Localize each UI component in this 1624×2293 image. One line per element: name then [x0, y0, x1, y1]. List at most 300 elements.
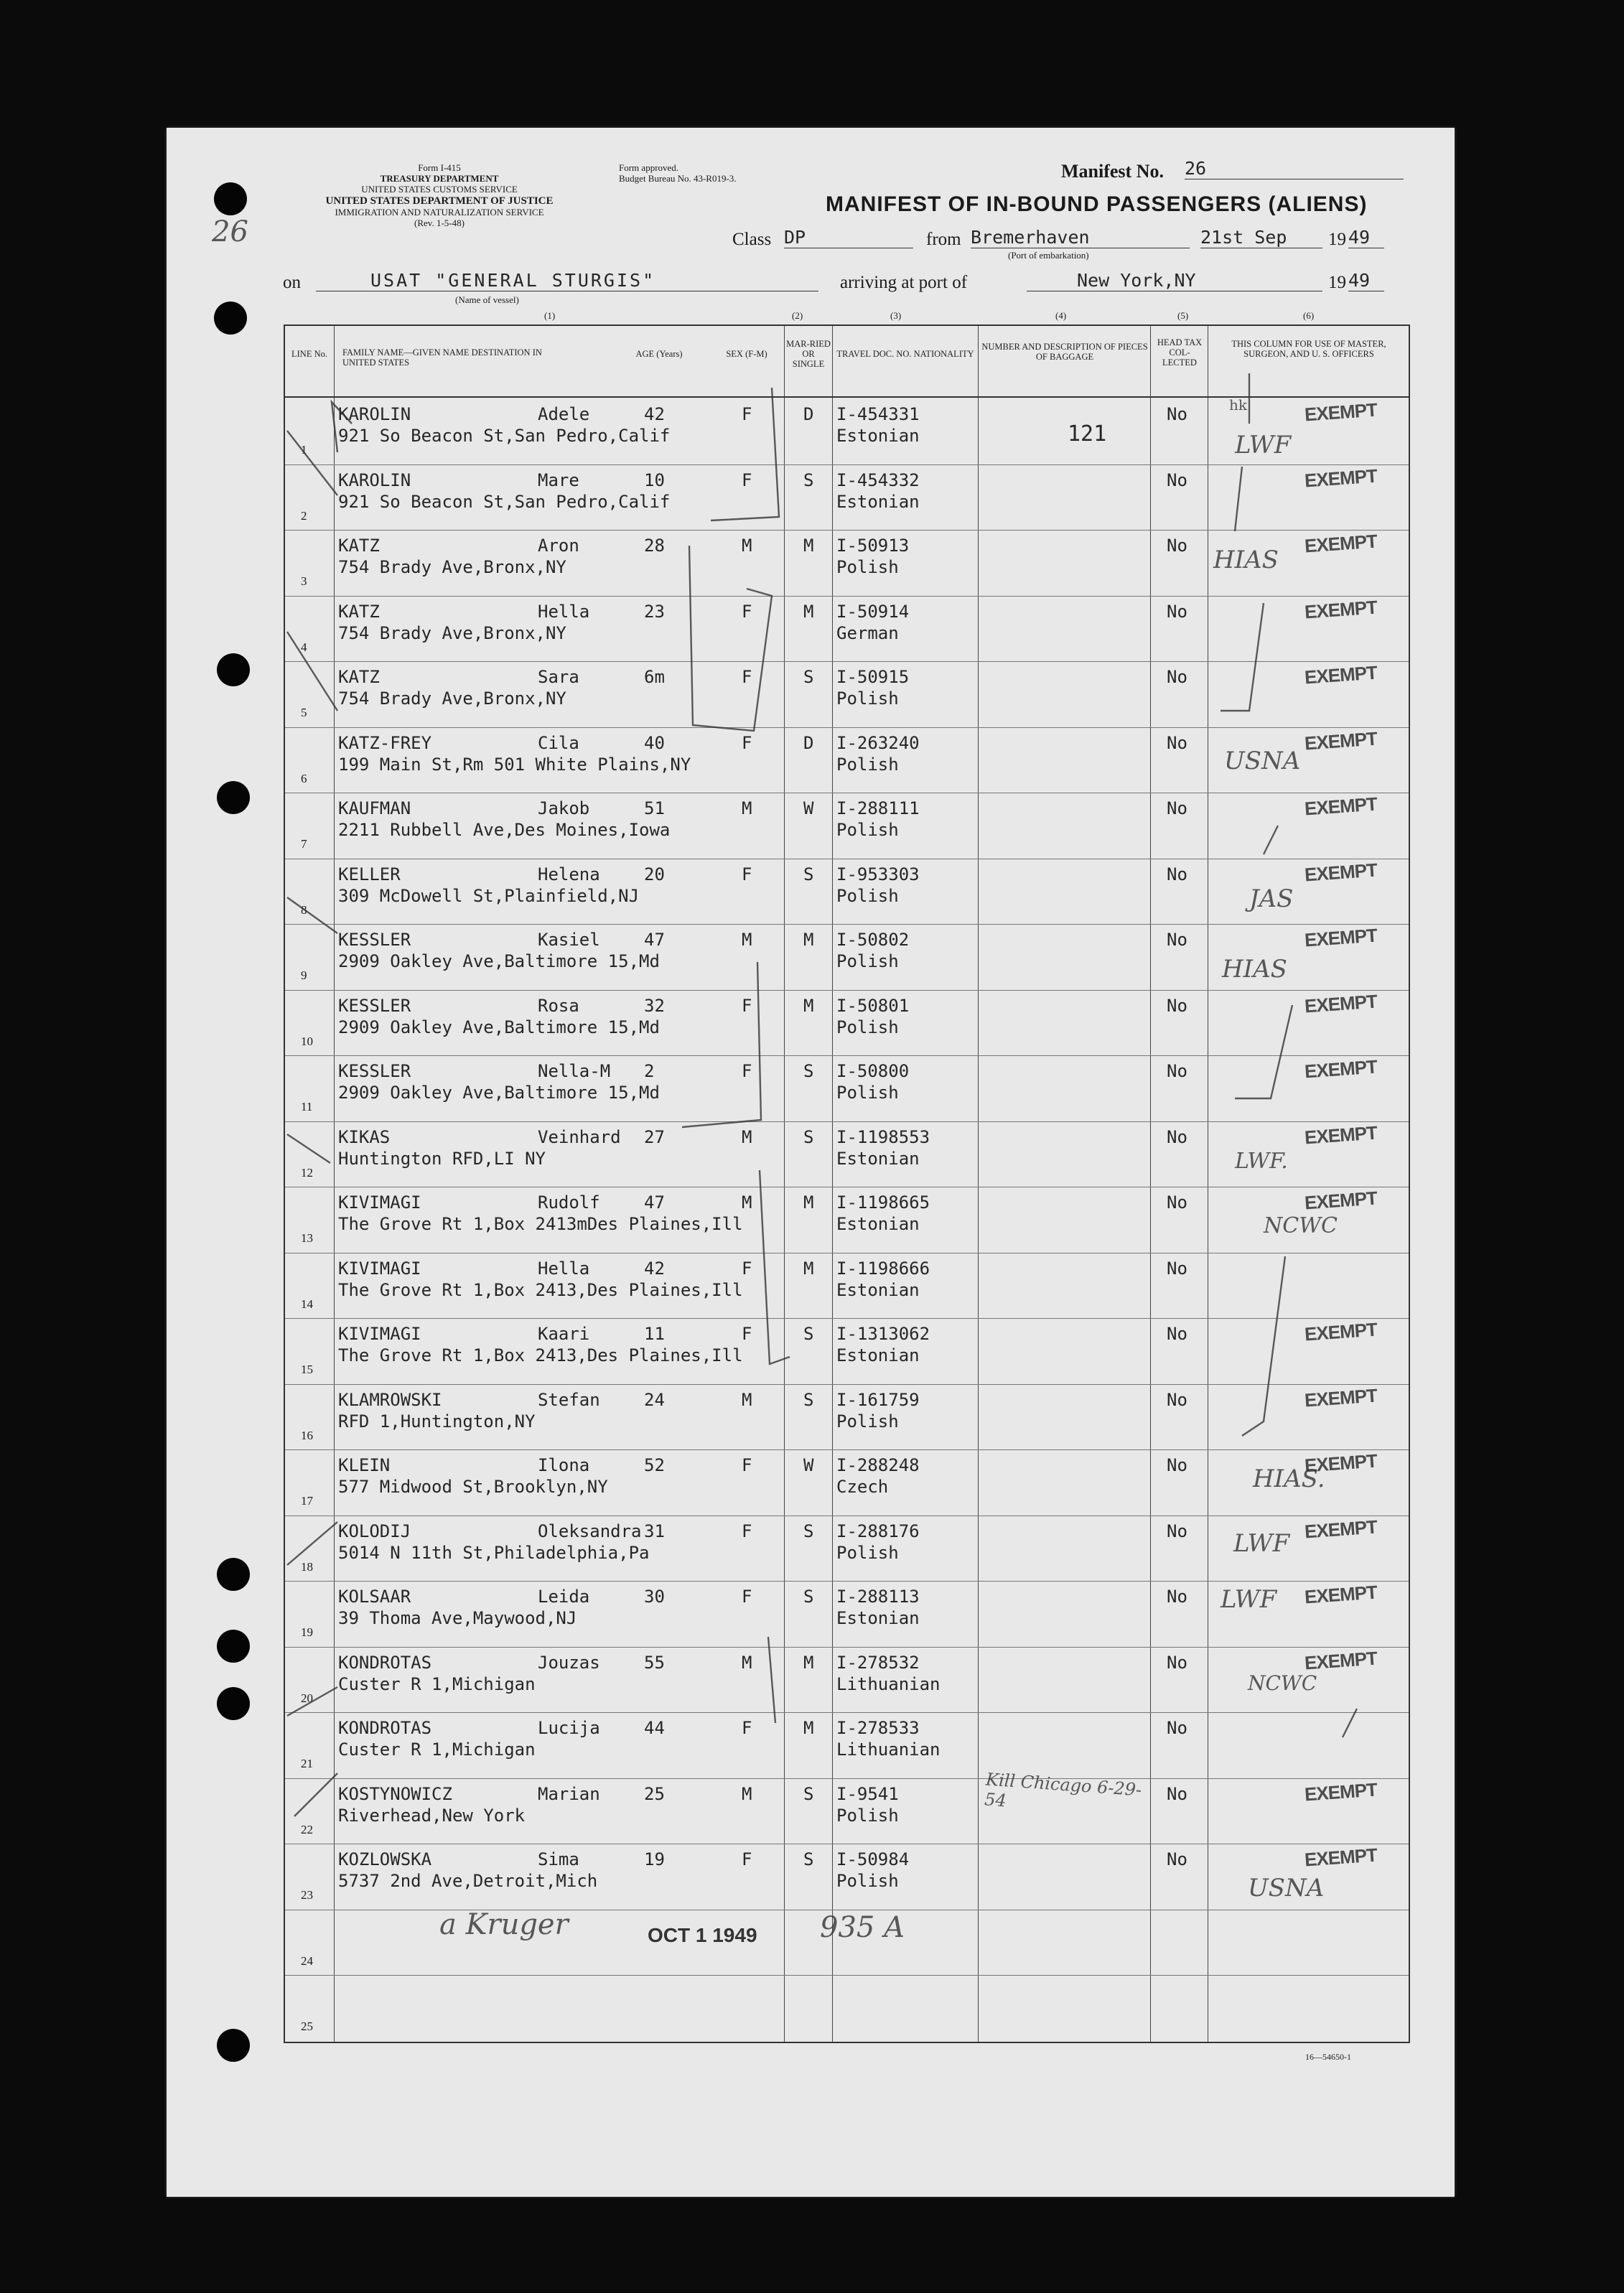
travel-doc-no: I-50914 — [836, 601, 910, 622]
marital-status: S — [803, 1849, 814, 1869]
travel-doc-no: I-288113 — [836, 1587, 920, 1607]
family-name: KIVIMAGI — [338, 1192, 421, 1213]
family-name: KONDROTAS — [338, 1718, 432, 1738]
family-name: KELLER — [338, 864, 401, 884]
family-name: KOLSAAR — [338, 1587, 411, 1607]
age: 47 — [644, 930, 665, 950]
travel-doc-no: I-50915 — [836, 667, 910, 687]
nationality: Lithuanian — [836, 1673, 941, 1694]
destination: Riverhead,New York — [338, 1805, 526, 1826]
header-name: FAMILY NAME—GIVEN NAME DESTINATION IN UNITED STATES — [342, 347, 542, 368]
line-number: 21 — [301, 1757, 313, 1770]
vessel-name: USAT "GENERAL STURGIS" — [316, 270, 818, 291]
marital-status: S — [803, 1324, 814, 1344]
col-number: (2) — [792, 310, 803, 321]
header-officers: THIS COLUMN FOR USE OF MASTER, SURGEON, AND U. S. OFFICERS — [1231, 339, 1386, 359]
age: 24 — [644, 1389, 665, 1410]
head-tax: No — [1167, 1192, 1187, 1213]
given-name: Hella — [538, 1258, 590, 1279]
family-name: KAROLIN — [338, 404, 411, 424]
destination: 309 McDowell St,Plainfield,NJ — [338, 885, 640, 906]
head-tax: No — [1167, 1389, 1187, 1410]
from-label: from — [926, 230, 961, 249]
col-number: (5) — [1177, 310, 1189, 321]
age: 2 — [644, 1061, 655, 1081]
age: 47 — [644, 1192, 665, 1213]
exempt-stamp: EXEMPT — [1304, 661, 1378, 688]
agency-note: LWF — [1221, 1585, 1277, 1614]
head-tax: No — [1167, 1849, 1187, 1869]
exempt-stamp: EXEMPT — [1304, 1187, 1378, 1214]
sex: M — [742, 930, 752, 950]
nationality: Estonian — [836, 491, 920, 512]
embark-date: 21st Sep — [1200, 227, 1322, 248]
year-suffix-2: 49 — [1348, 270, 1384, 291]
destination: Custer R 1,Michigan — [338, 1673, 536, 1694]
nationality: Estonian — [836, 1345, 920, 1365]
marital-status: S — [803, 1521, 814, 1541]
agency-note: LWF — [1233, 1529, 1290, 1558]
marital-status: M — [803, 1652, 814, 1673]
budget-label: Budget Bureau No. 43-R019-3. — [619, 173, 737, 184]
agency-note: HIAS. — [1253, 1465, 1325, 1493]
family-name: KOSTYNOWICZ — [338, 1783, 452, 1804]
form-number: Form I-415 — [418, 162, 461, 173]
exempt-stamp: EXEMPT — [1304, 1844, 1378, 1871]
given-name: Nella-M — [538, 1061, 611, 1081]
col-number: (4) — [1055, 310, 1067, 321]
head-tax: No — [1167, 798, 1187, 818]
family-name: KESSLER — [338, 1061, 411, 1081]
family-name: KESSLER — [338, 995, 411, 1016]
line-number: 13 — [301, 1231, 313, 1245]
given-name: Lucija — [538, 1718, 600, 1738]
exempt-stamp: EXEMPT — [1304, 1121, 1378, 1148]
exempt-stamp: EXEMPT — [1304, 1449, 1378, 1477]
head-tax: No — [1167, 1652, 1187, 1673]
agency-note: LWF. — [1235, 1149, 1288, 1174]
exempt-stamp: EXEMPT — [1304, 727, 1378, 754]
given-name: Rudolf — [538, 1192, 600, 1213]
exempt-stamp: EXEMPT — [1304, 1384, 1378, 1411]
age: 51 — [644, 798, 665, 818]
marital-status: S — [803, 1126, 814, 1147]
year-suffix-1: 49 — [1348, 227, 1384, 248]
customs-label: UNITED STATES CUSTOMS SERVICE — [361, 184, 518, 195]
family-name: KIVIMAGI — [338, 1258, 421, 1279]
sex: F — [742, 1849, 752, 1869]
family-name: KIVIMAGI — [338, 1324, 421, 1344]
line-number: 25 — [301, 2019, 313, 2033]
footer-signature: a Kruger — [439, 1908, 569, 1941]
destination: 5014 N 11th St,Philadelphia,Pa — [338, 1542, 650, 1563]
nationality: Polish — [836, 951, 899, 971]
sex: F — [742, 1258, 752, 1279]
head-tax: No — [1167, 1061, 1187, 1081]
given-name: Kaari — [538, 1324, 590, 1344]
destination: 5737 2nd Ave,Detroit,Mich — [338, 1871, 598, 1891]
travel-doc-no: I-953303 — [836, 864, 920, 884]
age: 40 — [644, 732, 665, 753]
family-name: KATZ-FREY — [338, 732, 432, 753]
sex: F — [742, 1455, 752, 1475]
line-number: 24 — [301, 1953, 313, 1968]
class-value: DP — [784, 227, 913, 248]
sex: F — [742, 864, 752, 884]
year-prefix-1: 19 — [1328, 230, 1346, 249]
age: 42 — [644, 1258, 665, 1279]
header-baggage: NUMBER AND DESCRIPTION OF PIECES OF BAGGAGE — [981, 342, 1148, 362]
family-name: KIKAS — [338, 1126, 391, 1147]
line-number: 18 — [301, 1559, 313, 1574]
age: 25 — [644, 1783, 665, 1804]
family-name: KATZ — [338, 601, 380, 622]
line-number: 5 — [301, 706, 307, 719]
age: 44 — [644, 1718, 665, 1738]
port-embark-note: (Port of embarkation) — [1008, 250, 1089, 261]
marital-status: M — [803, 1192, 814, 1213]
agency-note: LWF — [1235, 431, 1292, 459]
line-number: 22 — [301, 1822, 313, 1836]
given-name: Leida — [538, 1587, 590, 1607]
head-tax: No — [1167, 930, 1187, 950]
line-number: 7 — [301, 837, 307, 851]
sex: M — [742, 1126, 752, 1147]
exempt-stamp: EXEMPT — [1304, 1778, 1378, 1805]
given-name: Ilona — [538, 1455, 590, 1475]
destination: The Grove Rt 1,Box 2413mDes Plaines,Ill — [338, 1214, 743, 1234]
age: 20 — [644, 864, 665, 884]
sex: M — [742, 1783, 752, 1804]
sex: F — [742, 601, 752, 622]
exempt-stamp: EXEMPT — [1304, 1647, 1378, 1673]
head-tax: No — [1167, 732, 1187, 753]
travel-doc-no: I-50984 — [836, 1849, 910, 1869]
exempt-stamp: EXEMPT — [1304, 1318, 1378, 1345]
given-name: Sima — [538, 1849, 579, 1869]
head-tax: No — [1167, 404, 1187, 424]
exempt-stamp: EXEMPT — [1304, 398, 1378, 426]
destination: 39 Thoma Ave,Maywood,NJ — [338, 1608, 577, 1628]
exempt-stamp: EXEMPT — [1304, 990, 1378, 1017]
age: 23 — [644, 601, 665, 622]
manifest-no-value: 26 — [1185, 158, 1404, 179]
family-name: KLAMROWSKI — [338, 1389, 442, 1410]
travel-doc-no: I-50913 — [836, 536, 910, 556]
nationality: Polish — [836, 1542, 899, 1563]
family-name: KESSLER — [338, 930, 411, 950]
destination: 2909 Oakley Ave,Baltimore 15,Md — [338, 1083, 660, 1103]
age: 10 — [644, 470, 665, 490]
header-sex: SEX (F-M) — [726, 349, 767, 359]
line-number: 15 — [301, 1363, 313, 1376]
destination: 754 Brady Ave,Bronx,NY — [338, 557, 566, 577]
destination: 577 Midwood St,Brooklyn,NY — [338, 1477, 608, 1497]
nationality: Polish — [836, 1017, 899, 1037]
arriving-label: arriving at port of — [840, 273, 968, 292]
footer-code: 16—54650-1 — [1305, 2052, 1351, 2062]
destination: 2909 Oakley Ave,Baltimore 15,Md — [338, 951, 660, 971]
head-tax: No — [1167, 995, 1187, 1016]
destination: Huntington RFD,LI NY — [338, 1148, 546, 1169]
nationality: Polish — [836, 688, 899, 709]
age: 31 — [644, 1521, 665, 1541]
travel-doc-no: I-1198665 — [836, 1192, 930, 1213]
header-head-tax: HEAD TAX COL-LECTED — [1157, 337, 1203, 368]
destination: 2211 Rubbell Ave,Des Moines,Iowa — [338, 820, 671, 840]
sex: M — [742, 536, 752, 556]
marital-status: M — [803, 601, 814, 622]
age: 28 — [644, 536, 665, 556]
age: 55 — [644, 1652, 665, 1673]
footer-time: 935 A — [820, 1911, 905, 1944]
corner-note: 26 — [212, 215, 248, 248]
travel-doc-no: I-288248 — [836, 1455, 920, 1475]
agency-note: USNA — [1224, 747, 1301, 775]
destination: 921 So Beacon St,San Pedro,Calif — [338, 491, 671, 512]
sex: F — [742, 1324, 752, 1344]
exempt-stamp: EXEMPT — [1304, 793, 1378, 820]
agency-note: JAS — [1249, 884, 1294, 913]
nationality: Polish — [836, 1805, 899, 1826]
sex: F — [742, 995, 752, 1016]
travel-doc-no: I-278532 — [836, 1652, 920, 1673]
travel-doc-no: I-1198553 — [836, 1126, 930, 1147]
given-name: Jakob — [538, 798, 590, 818]
marital-status: W — [803, 798, 814, 818]
marital-status: W — [803, 1455, 814, 1475]
age: 19 — [644, 1849, 665, 1869]
given-name: Jouzas — [538, 1652, 600, 1673]
ins-label: IMMIGRATION AND NATURALIZATION SERVICE — [335, 207, 544, 218]
sex: F — [742, 404, 752, 424]
sex: F — [742, 1718, 752, 1738]
marital-status: M — [803, 1258, 814, 1279]
agency-note: NCWC — [1248, 1671, 1317, 1695]
marital-status: S — [803, 1389, 814, 1410]
nationality: Polish — [836, 557, 899, 577]
given-name: Helena — [538, 864, 600, 884]
destination: Custer R 1,Michigan — [338, 1739, 536, 1760]
head-tax: No — [1167, 470, 1187, 490]
given-name: Veinhard — [538, 1126, 621, 1147]
travel-doc-no: I-454331 — [836, 404, 920, 424]
sex: M — [742, 1192, 752, 1213]
line-number: 4 — [301, 640, 307, 654]
given-name: Hella — [538, 601, 590, 622]
family-name: KAROLIN — [338, 470, 411, 490]
line-number: 11 — [301, 1100, 313, 1113]
travel-doc-no: I-1313062 — [836, 1324, 930, 1344]
family-name: KLEIN — [338, 1455, 391, 1475]
nationality: Czech — [836, 1477, 889, 1497]
travel-doc-no: I-263240 — [836, 732, 920, 753]
destination: The Grove Rt 1,Box 2413,Des Plaines,Ill — [338, 1345, 743, 1365]
age: 52 — [644, 1455, 665, 1475]
nationality: Polish — [836, 754, 899, 775]
marital-status: S — [803, 667, 814, 687]
exempt-stamp: EXEMPT — [1304, 1581, 1378, 1608]
approved-label: Form approved. — [619, 162, 679, 173]
line-number: 12 — [301, 1165, 313, 1180]
exempt-stamp: EXEMPT — [1304, 859, 1378, 885]
sex: F — [742, 1521, 752, 1541]
sex: F — [742, 1061, 752, 1081]
exempt-stamp: EXEMPT — [1304, 924, 1378, 951]
agency-note: HIAS — [1222, 955, 1287, 984]
col-number: (1) — [544, 310, 556, 321]
marital-status: S — [803, 1783, 814, 1804]
nationality: Estonian — [836, 1214, 920, 1234]
exempt-stamp: EXEMPT — [1304, 464, 1378, 491]
travel-doc-no: I-288111 — [836, 798, 920, 818]
given-name: Kasiel — [538, 930, 600, 950]
nationality: Polish — [836, 820, 899, 840]
baggage: 121 — [1068, 421, 1107, 447]
vessel-note: (Name of vessel) — [455, 294, 519, 305]
line-number: 23 — [301, 1888, 313, 1902]
exempt-stamp: EXEMPT — [1304, 1516, 1378, 1542]
age: 42 — [644, 404, 665, 424]
age: 27 — [644, 1126, 665, 1147]
year-prefix-2: 19 — [1328, 273, 1346, 292]
line-number: 17 — [301, 1494, 313, 1508]
age: 32 — [644, 995, 665, 1016]
baggage-note: Kill Chicago 6-29-54 — [984, 1769, 1143, 1811]
family-name: KOZLOWSKA — [338, 1849, 432, 1869]
marital-status: M — [803, 995, 814, 1016]
exempt-stamp: EXEMPT — [1304, 530, 1378, 557]
marital-status: S — [803, 1061, 814, 1081]
head-tax: No — [1167, 1521, 1187, 1541]
nationality: Estonian — [836, 1279, 920, 1300]
manifest-no-label: Manifest No. — [1061, 161, 1164, 182]
port-of-embarkation: Bremerhaven — [971, 227, 1190, 248]
line-number: 14 — [301, 1297, 313, 1311]
manifest-title: MANIFEST OF IN-BOUND PASSENGERS (ALIENS) — [826, 192, 1368, 216]
travel-doc-no: I-161759 — [836, 1389, 920, 1410]
line-number: 19 — [301, 1625, 313, 1639]
line-number: 16 — [301, 1428, 313, 1442]
family-name: KONDROTAS — [338, 1652, 432, 1673]
given-name: Rosa — [538, 995, 579, 1016]
age: 30 — [644, 1587, 665, 1607]
class-label: Class — [732, 230, 772, 249]
header-line-no: LINE No. — [291, 349, 327, 359]
treasury-label: TREASURY DEPARTMENT — [380, 173, 499, 184]
line-number: 3 — [301, 574, 307, 588]
marital-status: S — [803, 1587, 814, 1607]
sex: F — [742, 470, 752, 490]
nationality: Lithuanian — [836, 1739, 941, 1760]
travel-doc-no: I-278533 — [836, 1718, 920, 1738]
line-number: 10 — [301, 1034, 313, 1048]
marital-status: M — [803, 930, 814, 950]
exempt-stamp: EXEMPT — [1304, 596, 1378, 622]
nationality: Polish — [836, 885, 899, 906]
travel-doc-no: I-288176 — [836, 1521, 920, 1541]
marital-status: D — [803, 732, 814, 753]
initials-note: hk — [1229, 396, 1247, 414]
header-married: MAR-RIED OR SINGLE — [786, 339, 831, 369]
head-tax: No — [1167, 667, 1187, 687]
age: 11 — [644, 1324, 665, 1344]
destination: 921 So Beacon St,San Pedro,Calif — [338, 426, 671, 446]
marital-status: M — [803, 536, 814, 556]
travel-doc-no: I-50800 — [836, 1061, 910, 1081]
head-tax: No — [1167, 1258, 1187, 1279]
line-number: 20 — [301, 1691, 313, 1705]
given-name: Aron — [538, 536, 579, 556]
col-number: (3) — [890, 310, 902, 321]
agency-note: USNA — [1248, 1874, 1325, 1902]
nationality: Polish — [836, 1083, 899, 1103]
family-name: KAUFMAN — [338, 798, 411, 818]
head-tax: No — [1167, 864, 1187, 884]
given-name: Oleksandra — [538, 1521, 642, 1541]
header-age: AGE (Years) — [635, 349, 683, 359]
head-tax: No — [1167, 1718, 1187, 1738]
justice-label: UNITED STATES DEPARTMENT OF JUSTICE — [325, 195, 554, 207]
destination: 2909 Oakley Ave,Baltimore 15,Md — [338, 1017, 660, 1037]
marital-status: S — [803, 470, 814, 490]
arrival-port: New York,NY — [1027, 270, 1322, 291]
line-number: 1 — [301, 443, 307, 457]
age: 6m — [644, 667, 665, 687]
given-name: Marian — [538, 1783, 600, 1804]
sex: F — [742, 732, 752, 753]
head-tax: No — [1167, 1587, 1187, 1607]
nationality: Estonian — [836, 426, 920, 446]
marital-status: D — [803, 404, 814, 424]
family-name: KATZ — [338, 536, 380, 556]
travel-doc-no: I-454332 — [836, 470, 920, 490]
destination: RFD 1,Huntington,NY — [338, 1411, 536, 1432]
marital-status: M — [803, 1718, 814, 1738]
nationality: German — [836, 622, 899, 643]
destination: 754 Brady Ave,Bronx,NY — [338, 622, 566, 643]
nationality: Estonian — [836, 1608, 920, 1628]
nationality: Polish — [836, 1411, 899, 1432]
sex: F — [742, 667, 752, 687]
head-tax: No — [1167, 1324, 1187, 1344]
rev-label: (Rev. 1-5-48) — [414, 218, 465, 228]
sex: F — [742, 1587, 752, 1607]
given-name: Cila — [538, 732, 579, 753]
travel-doc-no: I-50802 — [836, 930, 910, 950]
head-tax: No — [1167, 601, 1187, 622]
line-number: 2 — [301, 508, 307, 523]
travel-doc-no: I-1198666 — [836, 1258, 930, 1279]
on-label: on — [283, 273, 301, 292]
sex: M — [742, 1652, 752, 1673]
header-travel-doc: TRAVEL DOC. NO. NATIONALITY — [836, 349, 974, 359]
family-name: KOLODIJ — [338, 1521, 411, 1541]
travel-doc-no: I-9541 — [836, 1783, 899, 1804]
given-name: Sara — [538, 667, 579, 687]
given-name: Adele — [538, 404, 590, 424]
agency-note: NCWC — [1264, 1213, 1338, 1238]
date-stamp: OCT 1 1949 — [648, 1924, 757, 1946]
line-number: 8 — [301, 902, 307, 917]
destination: 754 Brady Ave,Bronx,NY — [338, 688, 566, 709]
travel-doc-no: I-50801 — [836, 995, 910, 1016]
sex: M — [742, 798, 752, 818]
marital-status: S — [803, 864, 814, 884]
nationality: Polish — [836, 1871, 899, 1891]
line-number: 6 — [301, 771, 307, 785]
nationality: Estonian — [836, 1148, 920, 1169]
